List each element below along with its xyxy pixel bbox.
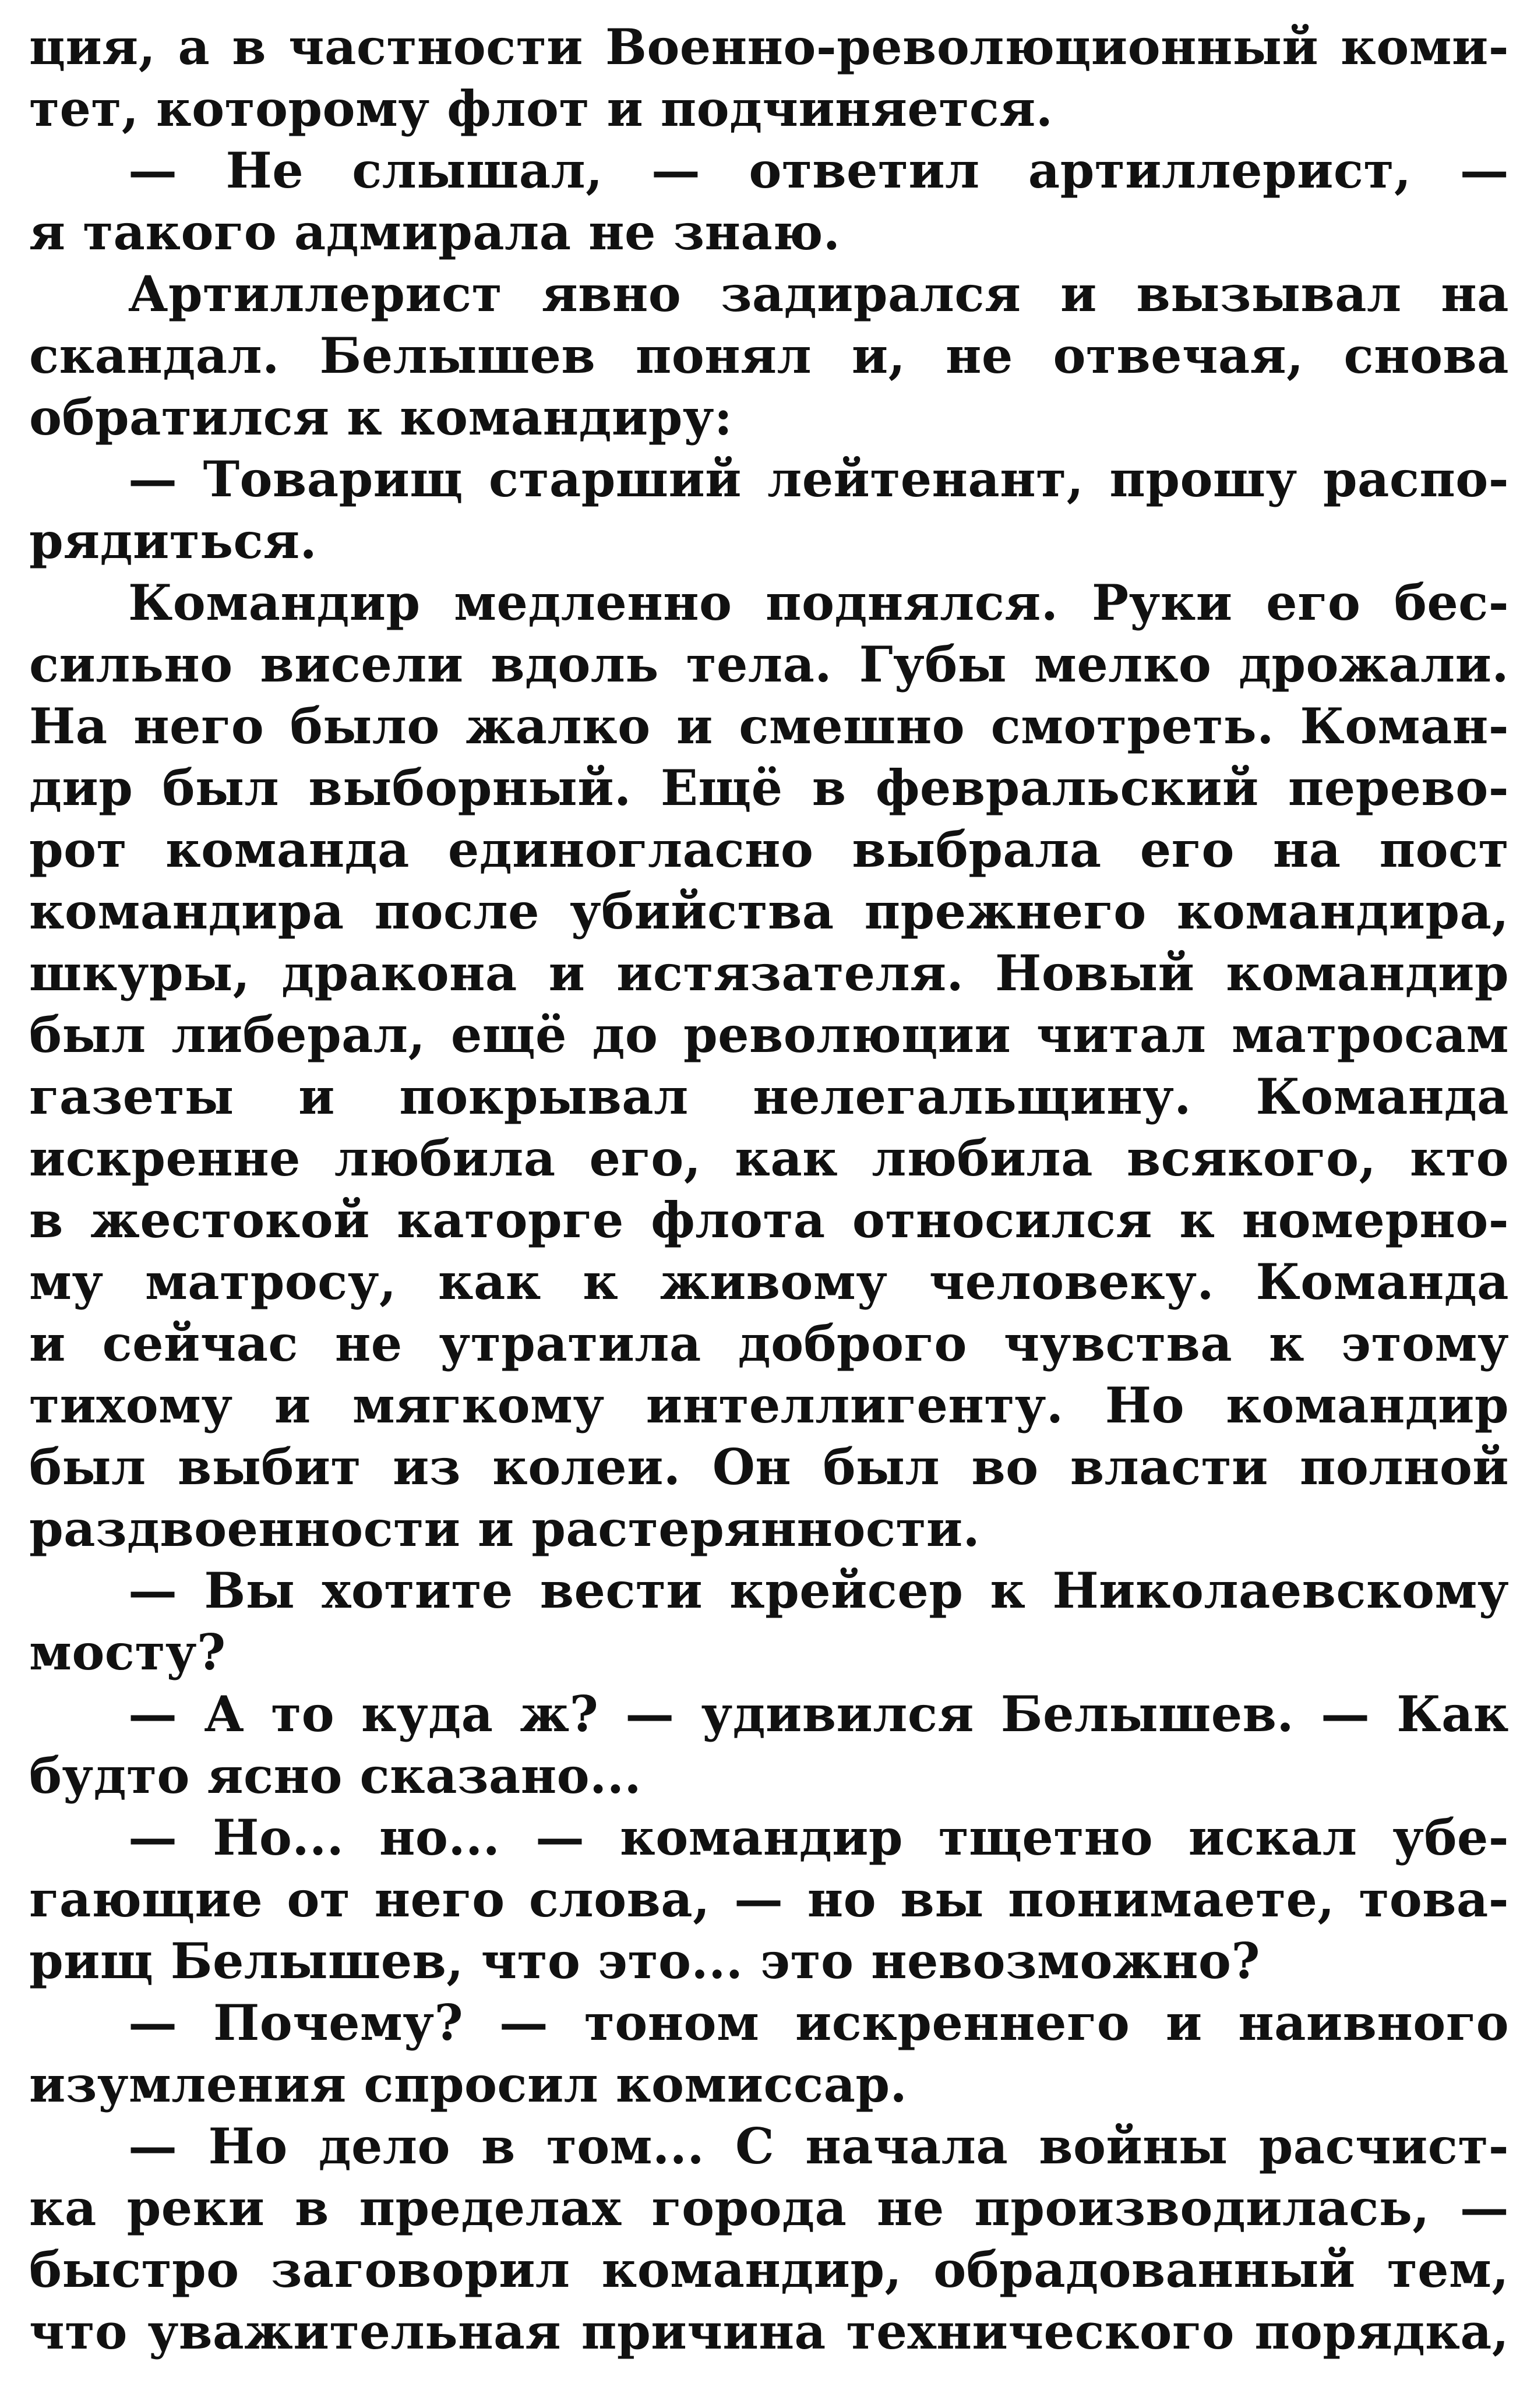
text-line: скандал. Белышев понял и, не отвечая, снова <box>29 327 1509 384</box>
text-line: му матросу, как к живому человеку. Команда <box>29 1253 1509 1311</box>
text-line: ка реки в пределах города не производилась, — <box>29 2179 1509 2237</box>
text-line: обратился к командиру: <box>29 389 733 446</box>
text-line: — Но дело в том... С начала войны расчист- <box>128 2117 1509 2175</box>
text-line: Артиллерист явно задирался и вызывал на <box>128 265 1509 323</box>
text-line: тихому и мягкому интеллигенту. Но командир <box>29 1376 1509 1434</box>
text-line: что уважительная причина технического порядка, <box>29 2303 1509 2360</box>
text-line: На него было жалко и смешно смотреть. Коман- <box>29 697 1509 755</box>
text-line: газеты и покрывал нелегальщину. Команда <box>29 1068 1509 1125</box>
text-line: мосту? <box>29 1623 226 1681</box>
text-line: в жестокой каторге флота относился к номерно- <box>29 1191 1509 1249</box>
text-line: искренне любила его, как любила всякого, кто <box>29 1129 1509 1187</box>
text-line: и сейчас не утратила доброго чувства к этому <box>29 1315 1509 1372</box>
text-line: раздвоенности и растерянности. <box>29 1500 981 1558</box>
text-line: тет, которому флот и подчиняется. <box>29 80 1053 137</box>
text-line: был выбит из колеи. Он был во власти полной <box>29 1438 1509 1496</box>
text-line: — Вы хотите вести крейсер к Николаевскому <box>128 1562 1509 1619</box>
text-line: будто ясно сказано... <box>29 1747 641 1805</box>
text-line: — Но... но... — командир тщетно искал убе- <box>128 1809 1509 1866</box>
text-line: — Не слышал, — ответил артиллерист, — <box>128 142 1509 199</box>
text-line: сильно висели вдоль тела. Губы мелко дрожали. <box>29 635 1509 693</box>
text-line: гающие от него слова, — но вы понимаете, това- <box>29 1870 1509 1928</box>
text-line: Командир медленно поднялся. Руки его бес- <box>128 574 1509 631</box>
text-line: — Товарищ старший лейтенант, прошу распо- <box>128 450 1509 508</box>
text-line: ция, а в частности Военно-революционный коми- <box>29 18 1509 76</box>
text-line: изумления спросил комиссар. <box>29 2056 908 2113</box>
text-line: быстро заговорил командир, обрадованный тем, <box>29 2241 1509 2298</box>
text-line: рядиться. <box>29 512 318 570</box>
book-page-text <box>29 16 1509 2363</box>
text-line: — А то куда ж? — удивился Белышев. — Как <box>128 1685 1509 1743</box>
text-line: был либерал, ещё до революции читал матросам <box>29 1006 1509 1064</box>
text-line: — Почему? — тоном искреннего и наивного <box>128 1994 1509 2052</box>
text-line: рот команда единогласно выбрала его на пост <box>29 821 1509 878</box>
text-line: дир был выборный. Ещё в февральский перево- <box>29 759 1509 817</box>
text-line: я такого адмирала не знаю. <box>29 203 841 261</box>
text-line: рищ Белышев, что это... это невозможно? <box>29 1932 1260 1990</box>
text-line: шкуры, дракона и истязателя. Новый командир <box>29 944 1509 1002</box>
text-line: командира после убийства прежнего командира, <box>29 882 1509 940</box>
